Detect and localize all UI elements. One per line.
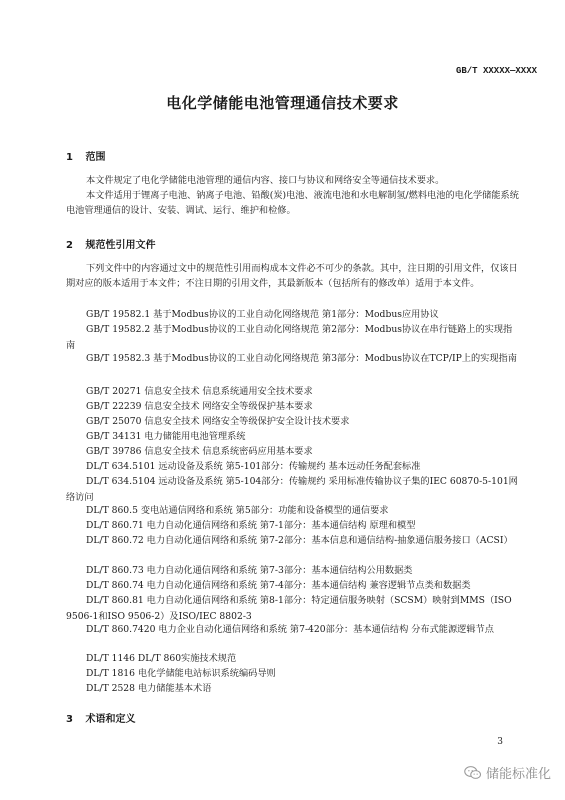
reference-item: DL/T 860.72 电力自动化通信网络和系统 第7-2部分：基本信息和通信结构-抽象通信服务接口（ACSI） <box>86 535 513 546</box>
section-number: 2 <box>66 240 73 251</box>
section-heading-terms <box>66 710 135 725</box>
paragraph: 本文件规定了电化学储能电池管理的通信内容、接口与协议和网络安全等通信技术要求。 <box>86 175 445 186</box>
reference-item: GB/T 19582.1 基于Modbus协议的工业自动化网络规范 第1部分：Modbus应用协议 <box>86 309 439 320</box>
reference-item: GB/T 19582.2 基于Modbus协议的工业自动化网络规范 第2部分：Modbus协议在串行链路上的实现指南 <box>66 324 513 351</box>
reference-item: GB/T 20271 信息安全技术 信息系统通用安全技术要求 <box>86 386 313 397</box>
section-heading-normative <box>66 236 155 251</box>
reference-item: DL/T 860.7420 电力企业自动化通信网络和系统 第7-420部分：基本通信结构 分布式能源逻辑节点 <box>86 624 494 635</box>
reference-item: GB/T 19582.3 基于Modbus协议的工业自动化网络规范 第3部分：Modbus协议在TCP/IP上的实现指南 <box>86 353 517 364</box>
section-title: 范围 <box>85 152 106 163</box>
watermark <box>464 763 551 782</box>
section-number: 3 <box>66 714 73 725</box>
reference-item: GB/T 25070 信息安全技术 网络安全等级保护安全设计技术要求 <box>86 416 350 427</box>
paragraph: 下列文件中的内容通过文中的规范性引用而构成本文件必不可少的条款。其中，注日期的引用文件，仅该日期对应的版本适用于本文件；不注日期的引用文件，其最新版本（包括所有的修改单）适用于本文件。 <box>66 263 518 289</box>
reference-item: GB/T 22239 信息安全技术 网络安全等级保护基本要求 <box>86 401 313 412</box>
reference-item: DL/T 634.5101 远动设备及系统 第5-101部分：传输规约 基本远动任务配套标准 <box>86 461 421 472</box>
paragraph: 本文件适用于锂离子电池、钠离子电池、铅酸(炭)电池、液流电池和水电解制氢/燃料电池的电化学储能系统电池管理通信的设计、安装、调试、运行、维护和检修。 <box>66 190 519 216</box>
document-title: 电化学储能电池管理通信技术要求 <box>166 94 399 112</box>
document-code: GB/T XXXXX—XXXX <box>455 66 537 76</box>
watermark-text: 储能标准化 <box>485 767 551 782</box>
reference-item: GB/T 34131 电力储能用电池管理系统 <box>86 431 246 442</box>
reference-item: DL/T 860.81 电力自动化通信网络和系统 第8-1部分：特定通信服务映射（SCSM）映射到MMS（ISO 9506-1和ISO 9506-2）及ISO/IEC 8802-3 <box>66 595 512 622</box>
reference-item: DL/T 860.74 电力自动化通信网络和系统 第7-4部分：基本通信结构 兼容逻辑节点类和数据类 <box>86 580 471 591</box>
reference-item: DL/T 860.73 电力自动化通信网络和系统 第7-3部分：基本通信结构公用数据类 <box>86 565 413 576</box>
reference-item: DL/T 1146 DL/T 860实施技术规范 <box>86 653 237 664</box>
page-number: 3 <box>497 737 503 747</box>
section-heading-scope <box>66 148 105 163</box>
reference-item: DL/T 634.5104 远动设备及系统 第5-104部分：传输规约 采用标准传输协议子集的IEC 60870-5-101网络访问 <box>66 476 518 503</box>
reference-item: DL/T 860.5 变电站通信网络和系统 第5部分：功能和设备模型的通信要求 <box>86 505 389 516</box>
reference-item: DL/T 2528 电力储能基本术语 <box>86 683 212 694</box>
section-title: 规范性引用文件 <box>85 240 156 251</box>
reference-item: DL/T 860.71 电力自动化通信网络和系统 第7-1部分：基本通信结构 原理和模型 <box>86 520 416 531</box>
section-number: 1 <box>66 152 73 163</box>
reference-item: DL/T 1816 电化学储能电站标识系统编码导则 <box>86 668 276 679</box>
reference-item: GB/T 39786 信息安全技术 信息系统密码应用基本要求 <box>86 446 313 457</box>
section-title: 术语和定义 <box>85 714 136 725</box>
wechat-icon <box>464 765 482 781</box>
